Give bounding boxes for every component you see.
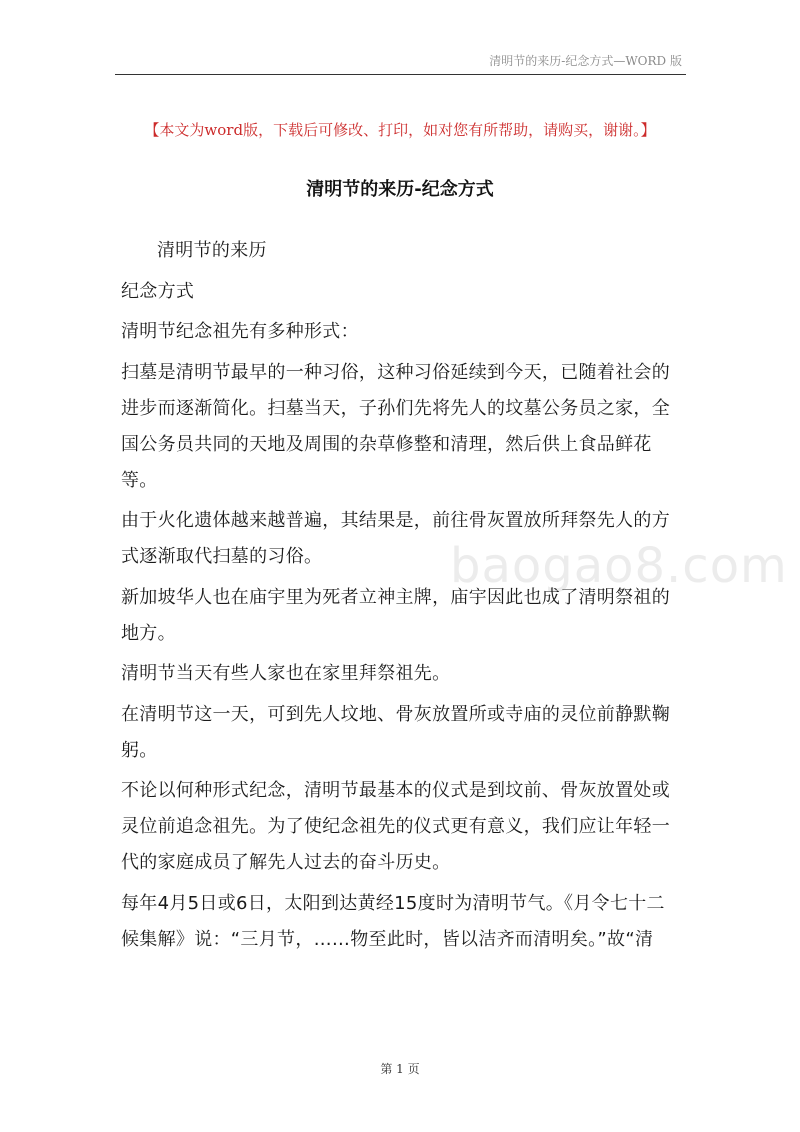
paragraph: 纪念方式 bbox=[121, 280, 195, 302]
watermark: baogao8.com bbox=[450, 538, 788, 594]
document-title: 清明节的来历-纪念方式 bbox=[306, 179, 494, 200]
paragraph: 由于火化遗体越来越普遍，其结果是，前往骨灰置放所拜祭先人的方式逐渐取代扫墓的习俗。 bbox=[121, 510, 670, 567]
paragraph: 每年4月5日或6日，太阳到达黄经15度时为清明节气。《月令七十二候集解》说：“三月节，……物至此时，皆以洁齐而清明矣。”故“清 bbox=[121, 892, 665, 950]
page-number: 第 1 页 bbox=[380, 1062, 420, 1076]
paragraph: 扫墓是清明节最早的一种习俗，这种习俗延续到今天，已随着社会的进步而逐渐简化。扫墓当天，子孙们先将先人的坟墓公务员之家，全国公务员共同的天地及周围的杂草修整和清理，然后供上食品鲜花等。 bbox=[121, 361, 670, 491]
paragraph: 清明节纪念祖先有多种形式： bbox=[121, 321, 359, 342]
paragraph-subtitle: 清明节的来历 bbox=[157, 240, 267, 261]
header-divider bbox=[115, 74, 686, 75]
paragraph: 在清明节这一天，可到先人坟地、骨灰放置所或寺庙的灵位前静默鞠躬。 bbox=[121, 703, 670, 761]
document-body bbox=[121, 233, 683, 962]
purchase-notice: 【本文为word版，下载后可修改、打印，如对您有所帮助，请购买，谢谢。】 bbox=[144, 121, 656, 139]
paragraph: 新加坡华人也在庙宇里为死者立神主牌，庙宇因此也成了清明祭祖的地方。 bbox=[121, 586, 670, 644]
running-header: 清明节的来历-纪念方式—WORD 版 bbox=[489, 54, 682, 68]
paragraph: 清明节当天有些人家也在家里拜祭祖先。 bbox=[121, 663, 451, 684]
paragraph: 不论以何种形式纪念，清明节最基本的仪式是到坟前、骨灰放置处或灵位前追念祖先。为了使纪念祖先的仪式更有意义，我们应让年轻一代的家庭成员了解先人过去的奋斗历史。 bbox=[121, 780, 670, 873]
